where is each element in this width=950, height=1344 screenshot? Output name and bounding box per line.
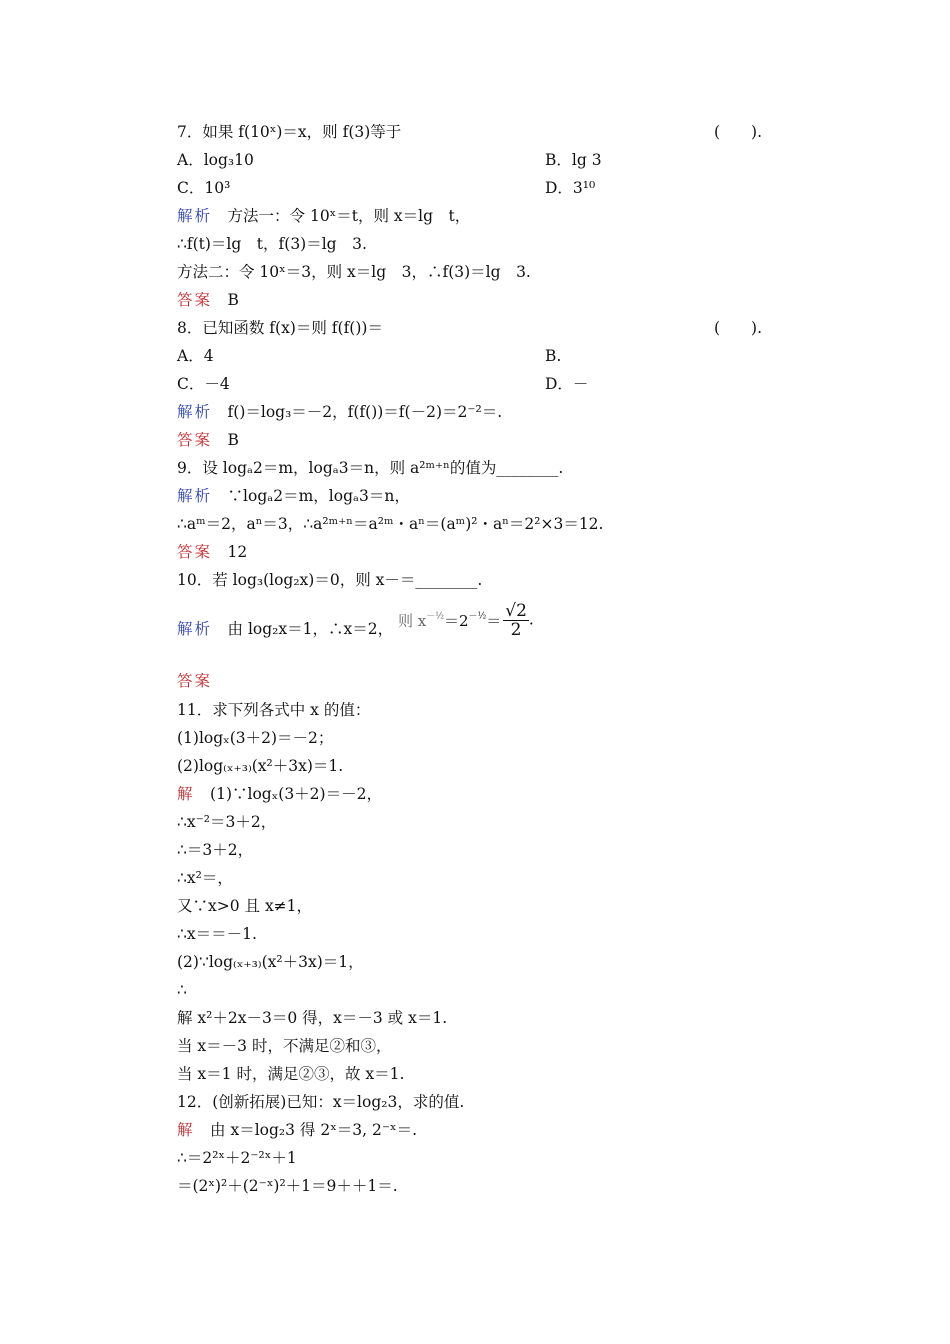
line-q11-j6	[177, 924, 257, 944]
answer-label: 解	[177, 785, 195, 803]
line-text: ∴aᵐ＝2，aⁿ＝3，∴a²ᵐ⁺ⁿ＝a²ᵐ・aⁿ＝(aᵐ)²・aⁿ＝2²×3＝12.	[177, 515, 604, 533]
line-text: B	[227, 431, 239, 449]
line-text: C．10³	[177, 179, 231, 197]
line-text: ∴	[177, 981, 187, 999]
line-q11-j11	[177, 1064, 404, 1084]
option-q8-d: D．－	[545, 375, 589, 393]
line-text: (1)logₓ(3＋2)＝－2；	[177, 729, 334, 747]
line-text: 由 log₂x＝1，∴x＝2，	[227, 620, 394, 638]
line-text: ∴x²＝，	[177, 869, 233, 887]
line-text: 11．求下列各式中 x 的值：	[177, 701, 371, 719]
formula-prefix: 则 x	[398, 612, 427, 630]
fraction-numerator: √2	[505, 601, 527, 621]
line-q12-j1	[177, 1120, 417, 1140]
formula-exponent-2: －½	[468, 611, 487, 622]
analysis-label: 解析	[177, 207, 213, 225]
analysis-label: 解析	[177, 403, 213, 421]
answer-label: 答案	[177, 431, 213, 449]
line-text: (1)∵logₓ(3＋2)＝－2，	[210, 785, 382, 803]
answer-label: 解	[177, 1121, 195, 1139]
line-q8-c	[177, 374, 230, 394]
line-q7-jx1	[177, 206, 470, 226]
line-text: ∴x＝＝－1.	[177, 925, 257, 943]
formula-mid: ＝2	[443, 612, 469, 630]
line-text: B	[227, 291, 239, 309]
line-text: 12．(创新拓展)已知：x＝log₂3，求的值.	[177, 1093, 465, 1111]
line-q12	[177, 1092, 464, 1112]
line-q11-1	[177, 728, 333, 748]
formula-end: .	[528, 610, 534, 629]
line-q11-j4	[177, 868, 233, 888]
line-q7-jx2	[177, 234, 367, 254]
line-text: 解 x²＋2x－3＝0 得，x＝－3 或 x＝1.	[177, 1009, 448, 1027]
line-q8	[177, 318, 383, 338]
line-q10-jx	[177, 619, 393, 639]
q10-solution-formula	[398, 602, 534, 639]
line-text: (2)log₍ₓ₊₃₎(x²＋3x)＝1.	[177, 757, 344, 775]
line-q11-j8	[177, 980, 187, 1000]
line-q7-a	[177, 150, 254, 170]
line-q10-ans	[177, 671, 228, 691]
line-text: ∴f(t)＝lg t，f(3)＝lg 3.	[177, 235, 367, 253]
line-q7-ans	[177, 290, 239, 310]
answer-label: 答案	[177, 291, 213, 309]
option-q7-b: B．lg 3	[545, 151, 602, 169]
line-text: 当 x＝1 时，满足②③，故 x＝1.	[177, 1065, 405, 1083]
line-text: f()＝log₃＝－2，f(f())＝f(－2)＝2⁻²＝.	[227, 403, 503, 421]
line-q10	[177, 570, 482, 590]
formula-exponent: －½	[426, 611, 444, 622]
line-text: 8．已知函数 f(x)＝则 f(f())＝	[177, 319, 383, 337]
fraction-denominator: 2	[510, 620, 522, 640]
line-q12-j2	[177, 1148, 297, 1168]
line-q7	[177, 122, 401, 142]
line-text: 方法一：令 10ˣ＝t，则 x＝lg t，	[227, 207, 471, 225]
formula-fraction	[503, 602, 529, 639]
analysis-label: 解析	[177, 620, 213, 638]
line-text: 又∵x>0 且 x≠1，	[177, 897, 313, 915]
line-text: 9．设 logₐ2＝m，logₐ3＝n，则 a²ᵐ⁺ⁿ的值为________.	[177, 459, 564, 477]
line-q9-jx2	[177, 514, 603, 534]
line-q11-j10	[177, 1036, 391, 1056]
line-text: A．log₃10	[177, 151, 254, 169]
line-q11-j5	[177, 896, 312, 916]
answer-label: 答案	[177, 543, 213, 561]
line-text: ∴x⁻²＝3＋2，	[177, 813, 277, 831]
formula-equals: ＝	[486, 612, 502, 630]
line-text: 12	[227, 543, 248, 561]
line-q8-a	[177, 346, 214, 366]
line-q11	[177, 700, 370, 720]
line-q11-j2	[177, 812, 276, 832]
line-text: ∴＝3＋2，	[177, 841, 254, 859]
option-q8-b: B.	[545, 347, 562, 365]
line-q8-ans	[177, 430, 239, 450]
line-q7-c	[177, 178, 230, 198]
line-text: C．－4	[177, 375, 230, 393]
line-q9-jx1	[177, 486, 410, 506]
line-q9	[177, 458, 563, 478]
line-text: ∵logₐ2＝m，logₐ3＝n，	[227, 487, 410, 505]
answer-label: 答案	[177, 672, 213, 690]
option-q7-paren: ( ).	[714, 123, 763, 141]
line-q11-j3	[177, 840, 253, 860]
line-q12-j3	[177, 1176, 398, 1196]
line-text: 方法二：令 10ˣ＝3，则 x＝lg 3，∴f(3)＝lg 3.	[177, 263, 531, 281]
line-text: 10．若 log₃(log₂x)＝0，则 x－＝________.	[177, 571, 483, 589]
line-text: 由 x＝log₂3 得 2ˣ＝3, 2⁻ˣ＝.	[210, 1121, 418, 1139]
line-q11-j1	[177, 784, 382, 804]
line-q8-jx	[177, 402, 502, 422]
line-text: A．4	[177, 347, 214, 365]
analysis-label: 解析	[177, 487, 213, 505]
line-q11-2	[177, 756, 343, 776]
line-text: ＝(2ˣ)²＋(2⁻ˣ)²＋1＝9＋＋1＝.	[177, 1177, 398, 1195]
line-q9-ans	[177, 542, 247, 562]
line-q11-j9	[177, 1008, 447, 1028]
line-text: (2)∵log₍ₓ₊₃₎(x²＋3x)＝1，	[177, 953, 364, 971]
line-q11-j7	[177, 952, 364, 972]
line-text: 当 x＝－3 时，不满足②和③，	[177, 1037, 392, 1055]
option-q8-paren: ( ).	[714, 319, 763, 337]
line-text: 7．如果 f(10ˣ)＝x，则 f(3)等于	[177, 123, 402, 141]
line-text: ∴＝2²ˣ＋2⁻²ˣ＋1	[177, 1149, 297, 1167]
line-q7-jx3	[177, 262, 531, 282]
option-q7-d: D．3¹⁰	[545, 179, 596, 197]
